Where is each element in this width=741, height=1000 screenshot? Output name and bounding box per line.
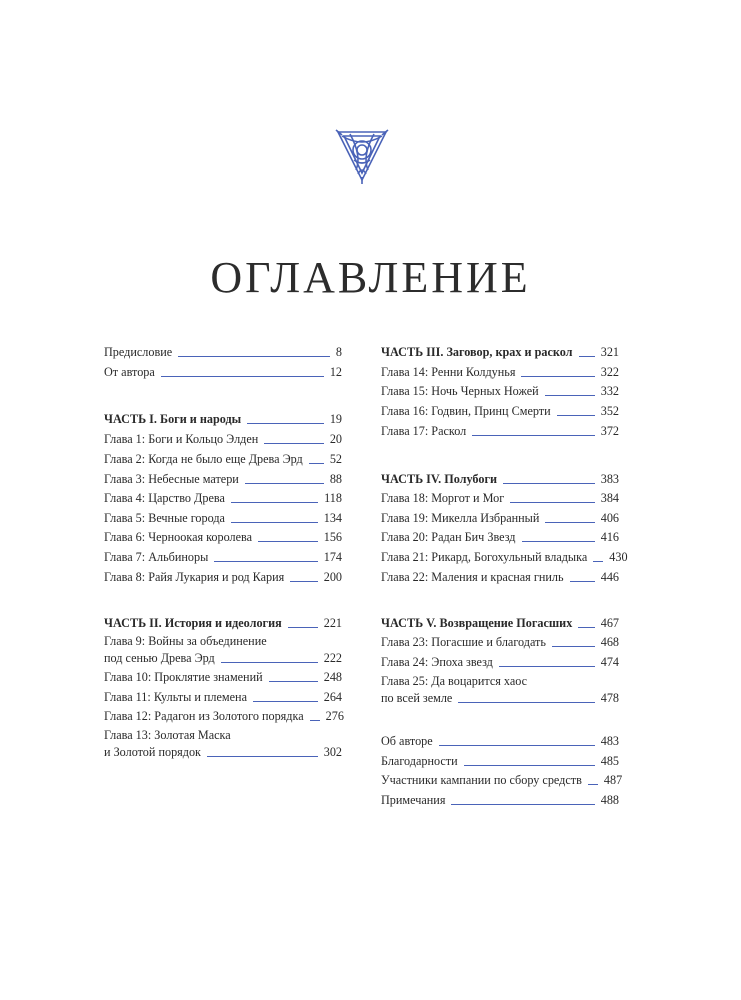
toc-entry-label: и Золотой порядок: [104, 745, 201, 759]
toc-entry[interactable]: [104, 727, 342, 761]
toc-entry-label: ЧАСТЬ III. Заговор, крах и раскол: [381, 345, 573, 359]
toc-entry-label: От автора: [104, 365, 155, 379]
toc-entry-label: ЧАСТЬ IV. Полубоги: [381, 472, 498, 486]
toc-leader-line: [522, 541, 595, 542]
toc-entry-label: Глава 24: Эпоха звезд: [381, 655, 493, 669]
toc-leader-line: [570, 581, 595, 582]
toc-entry[interactable]: [381, 383, 619, 400]
toc-leader-line: [309, 463, 324, 464]
toc-page-number: 488: [600, 793, 619, 807]
toc-entry-label: Участники кампании по сбору средств: [381, 773, 582, 787]
toc-entry-label: по всей земле: [381, 691, 453, 705]
toc-entry[interactable]: [104, 451, 342, 468]
toc-entry[interactable]: [104, 344, 342, 361]
toc-page-number: 416: [600, 530, 619, 544]
toc-leader-line: [579, 356, 595, 357]
toc-leader-line: [221, 662, 318, 663]
toc-page-number: 20: [329, 432, 342, 446]
toc-entry[interactable]: [104, 529, 342, 546]
toc-leader-line: [451, 804, 594, 805]
toc-page-number: 8: [335, 345, 342, 359]
toc-page-number: 332: [600, 384, 619, 398]
toc-page-number: 430: [609, 550, 628, 564]
toc-page-number: 478: [600, 691, 619, 705]
toc-leader-line: [231, 522, 318, 523]
toc-leader-line: [503, 483, 595, 484]
toc-entry-label: ЧАСТЬ II. История и идеология: [104, 616, 282, 630]
toc-leader-line: [231, 502, 318, 503]
toc-page-number: 221: [323, 616, 342, 630]
toc-leader-line: [545, 395, 595, 396]
toc-entry[interactable]: [381, 569, 619, 586]
toc-entry-label: Глава 14: Ренни Колдунья: [381, 365, 516, 379]
toc-entry[interactable]: [104, 490, 342, 507]
toc-entry-label: Глава 2: Когда не было еще Древа Эрд: [104, 452, 303, 466]
toc-leader-line: [545, 522, 594, 523]
toc-part-heading[interactable]: [104, 615, 342, 632]
toc-page-number: 321: [600, 345, 619, 359]
toc-page-number: 483: [600, 734, 619, 748]
toc-entry[interactable]: [381, 673, 619, 707]
toc-entry-label: Глава 9: Войны за объединение: [104, 634, 267, 648]
toc-entry-label: Глава 3: Небесные матери: [104, 472, 239, 486]
toc-leader-line: [499, 666, 595, 667]
toc-entry-label: Глава 1: Боги и Кольцо Элден: [104, 432, 259, 446]
toc-entry-label: Глава 6: Черноокая королева: [104, 530, 253, 544]
toc-entry-label: Глава 4: Царство Древа: [104, 491, 225, 505]
toc-leader-line: [264, 443, 324, 444]
toc-page-number: 372: [600, 424, 619, 438]
page-title: ОГЛАВЛЕНИЕ: [210, 253, 531, 302]
toc-leader-line: [521, 376, 594, 377]
toc-leader-line: [557, 415, 595, 416]
toc-page-number: 276: [325, 709, 344, 723]
toc-leader-line: [593, 561, 603, 562]
toc-page-number: 474: [600, 655, 619, 669]
toc-page-number: 222: [323, 651, 342, 665]
toc-entry[interactable]: [381, 364, 619, 381]
toc-leader-line: [472, 435, 595, 436]
toc-part-heading[interactable]: [104, 411, 342, 428]
toc-page-number: 118: [324, 491, 342, 505]
toc-leader-line: [552, 646, 595, 647]
toc-entry-label: Глава 12: Радагон из Золотого порядка: [104, 709, 304, 723]
toc-entry[interactable]: [381, 529, 619, 546]
toc-page-number: 352: [600, 404, 619, 418]
toc-page-number: 52: [329, 452, 342, 466]
toc-leader-line: [578, 627, 594, 628]
toc-entry-label: Глава 20: Радан Бич Звезд: [381, 530, 516, 544]
toc-leader-line: [310, 720, 320, 721]
toc-leader-line: [464, 765, 595, 766]
toc-entry[interactable]: [381, 654, 619, 671]
toc-page-number: 487: [603, 773, 623, 787]
toc-page-number: 383: [600, 472, 619, 486]
toc-entry[interactable]: [381, 634, 619, 651]
toc-page-number: 384: [600, 491, 619, 505]
toc-page-number: 19: [329, 412, 342, 426]
toc-entry-label: Глава 17: Раскол: [381, 424, 467, 438]
toc-entry-label: Благодарности: [381, 754, 458, 768]
celtic-knot-triangle-icon: [332, 126, 392, 186]
toc-entry-label: ЧАСТЬ I. Боги и народы: [104, 412, 242, 426]
toc-entry-label: Предисловие: [104, 345, 173, 359]
toc-part-heading[interactable]: [381, 615, 619, 632]
toc-entry-label: Об авторе: [381, 734, 433, 748]
toc-entry-label: Примечания: [381, 793, 446, 807]
toc-entry-label: Глава 18: Моргот и Мог: [381, 491, 505, 505]
toc-entry[interactable]: [381, 490, 619, 507]
toc-entry-label: Глава 15: Ночь Черных Ножей: [381, 384, 539, 398]
toc-entry[interactable]: [104, 708, 342, 725]
toc-page-number: 322: [600, 365, 619, 379]
toc-entry-label: Глава 7: Альбиноры: [104, 550, 209, 564]
toc-leader-line: [269, 681, 318, 682]
toc-entry[interactable]: [381, 403, 619, 420]
toc-entry-label: Глава 8: Райя Лукария и род Кария: [104, 570, 285, 584]
toc-entry[interactable]: [381, 423, 619, 440]
toc-entry-label: Глава 21: Рикард, Богохульный владыка: [381, 550, 588, 564]
toc-page-number: 200: [323, 570, 342, 584]
toc-page-number: 406: [600, 511, 619, 525]
toc-leader-line: [439, 745, 595, 746]
toc-leader-line: [510, 502, 595, 503]
toc-entry[interactable]: [104, 510, 342, 527]
toc-entry-label: Глава 25: Да воцарится хаос: [381, 674, 528, 688]
toc-entry-label: Глава 5: Вечные города: [104, 511, 225, 525]
toc-entry[interactable]: [104, 549, 342, 566]
toc-entry-label: Глава 16: Годвин, Принц Смерти: [381, 404, 551, 418]
toc-entry-label: Глава 19: Микелла Избранный: [381, 511, 540, 525]
toc-entry[interactable]: [381, 753, 619, 770]
toc-page-number: 264: [323, 690, 342, 704]
toc-entry[interactable]: [381, 549, 628, 566]
toc-leader-line: [247, 423, 324, 424]
toc-leader-line: [288, 627, 318, 628]
toc-entry[interactable]: [104, 471, 342, 488]
toc-entry[interactable]: [104, 569, 342, 586]
toc-page-number: 12: [329, 365, 342, 379]
toc-leader-line: [161, 376, 324, 377]
toc-entry-label: под сенью Древа Эрд: [104, 651, 215, 665]
toc-entry[interactable]: [104, 431, 342, 448]
toc-entry[interactable]: [104, 364, 342, 381]
toc-entry[interactable]: [104, 633, 342, 667]
toc-leader-line: [588, 784, 598, 785]
toc-entry[interactable]: [381, 772, 623, 789]
toc-entry-label: Глава 23: Погасшие и благодать: [381, 635, 546, 649]
toc-entry-label: Глава 11: Культы и племена: [104, 690, 247, 704]
toc-leader-line: [253, 701, 318, 702]
toc-entry[interactable]: [381, 733, 619, 750]
toc-page-number: 302: [323, 745, 342, 759]
toc-leader-line: [214, 561, 317, 562]
toc-entry[interactable]: [104, 689, 342, 706]
toc-leader-line: [290, 581, 317, 582]
toc-leader-line: [178, 356, 330, 357]
toc-leader-line: [207, 756, 318, 757]
toc-entry-label: Глава 13: Золотая Маска: [104, 728, 231, 742]
toc-page-number: 446: [600, 570, 619, 584]
toc-entry[interactable]: [381, 510, 619, 527]
toc-page-number: 248: [323, 670, 342, 684]
toc-page-number: 468: [600, 635, 619, 649]
toc-leader-line: [245, 483, 324, 484]
toc-entry-label: Глава 22: Маления и красная гниль: [381, 570, 564, 584]
toc-page-number: 467: [600, 616, 619, 630]
toc-page-number: 485: [600, 754, 619, 768]
toc-page-number: 134: [323, 511, 342, 525]
toc-leader-line: [258, 541, 318, 542]
toc-page-number: 88: [329, 472, 342, 486]
toc-entry-label: Глава 10: Проклятие знамений: [104, 670, 263, 684]
toc-leader-line: [458, 702, 594, 703]
toc-page-number: 174: [323, 550, 342, 564]
toc-entry[interactable]: [381, 792, 619, 809]
toc-entry-label: ЧАСТЬ V. Возвращение Погасших: [381, 616, 573, 630]
toc-part-heading[interactable]: [381, 344, 619, 361]
toc-page-number: 156: [323, 530, 342, 544]
toc-part-heading[interactable]: [381, 471, 619, 488]
toc-entry[interactable]: [104, 669, 342, 686]
